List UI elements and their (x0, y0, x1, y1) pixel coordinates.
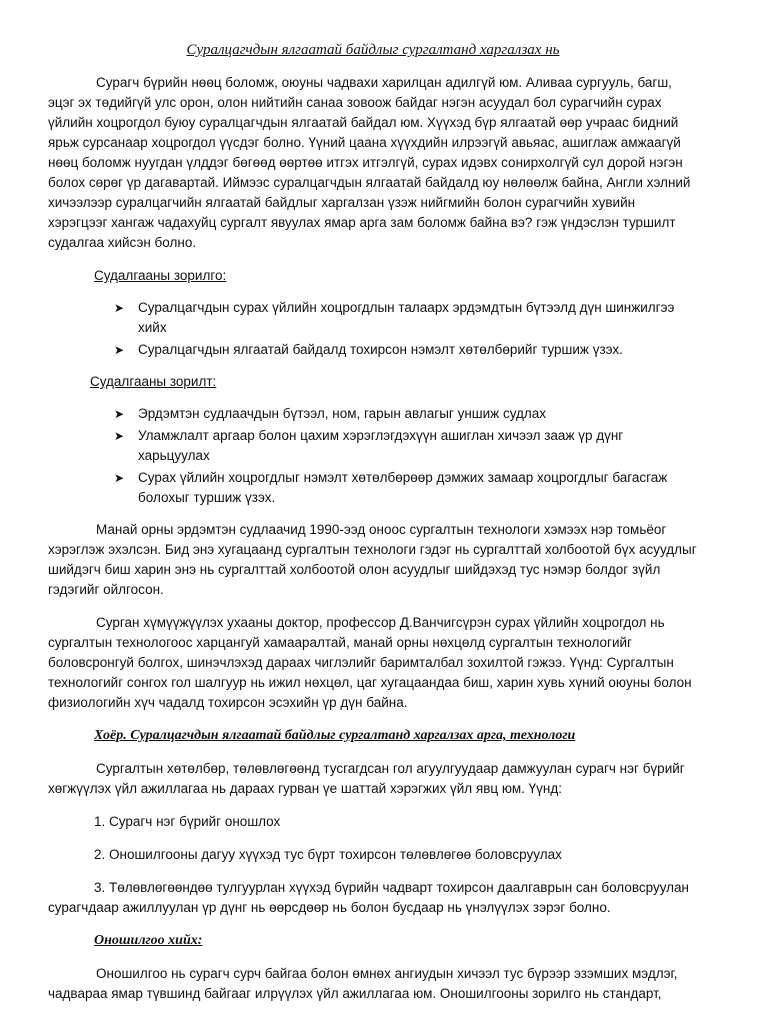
body-paragraph: Оношилгоо нь сурагч сурч байгаа болон өмнөх ангиудын хичээл тус бүрээр эзэмших мэдлэг, чадвараа ямар түвшинд байгааг илрүүлэх үйл ажиллагаа юм. Оношилгооны зорилго нь стандарт, (48, 966, 678, 1001)
task-item-text: Эрдэмтэн судлаачдын бүтээл, ном, гарын авлагыг уншиж судлах (138, 406, 547, 421)
arrow-bullet-icon: ➤ (114, 343, 125, 357)
list-item (114, 298, 698, 338)
list-item (114, 404, 698, 424)
task-item-text: Уламжлалт аргаар болон цахим хэрэглэгдэхүүн ашиглан хичээл зааж үр дүнг харьцуулах (138, 428, 624, 463)
goal-item-text: Суралцагчдын сурах үйлийн хоцрогдлын талаарх эрдэмдтын бүтээлд дүн шинжилгээ хийх (138, 300, 675, 335)
list-item (114, 426, 698, 466)
step-item: 3. Төлөвлөгөөндөө тулгуурлан хүүхэд бүрийн чадварт тохирсон даалгаврын сан боловсруулан сурагчдаар ажиллуулан үр дүнг нь өөрсдөөр нь болон бусдаар нь үнэлүүлэх зэрэг болно. (48, 880, 690, 915)
goal-list (48, 298, 698, 360)
body-paragraph: Сургалтын хөтөлбөр, төлөвлөгөөнд тусгагдсан гол агуулгуудаар дамжуулан сурагч нэг бүрийг хөгжүүлэх үйл ажиллагаа нь дараах гурван үе шаттай хэрэгжих үйл явц юм. Үүнд: (48, 761, 685, 796)
task-list (48, 404, 698, 508)
goal-item-text: Суралцагчдын ялгаатай байдалд тохирсон нэмэлт хөтөлбөрийг туршиж үзэх. (138, 342, 623, 357)
list-item (114, 340, 698, 360)
subheading: Оношилгоо хийх: (94, 933, 203, 948)
task-label: Судалгааны зорилт: (90, 374, 217, 389)
goal-label: Судалгааны зорилго: (94, 268, 227, 283)
task-item-text: Сурах үйлийн хоцрогдлыг нэмэлт хөтөлбөрөөр дэмжих замаар хоцрогдлыг багасгаж болохыг туршиж үзэх. (138, 470, 668, 505)
list-item (114, 468, 698, 508)
body-paragraph: Сурган хүмүүжүүлэх ухааны доктор, профессор Д.Ванчигсүрэн сурах үйлийн хоцрогдол нь сургалтын технологоос харцангуй хамааралтай, манай орны нөхцөлд сургалтын технологийг боловсронгуй болгох, шинэчлэхэд дараах чиглэлийг баримталбал зохилтой гэжээ. Үүнд: Сургалтын технологийг сонгох гол шалгуур нь ижил нөхцөл, цаг хугацаандаа биш, харин хувь хүний оюуны болон физиологийн хүч чадалд тохирсон эсэхийн үр дүн байна. (48, 615, 692, 710)
body-paragraph: Манай орны эрдэмтэн судлаачид 1990-ээд оноос сургалтын технологи хэмээх нэр томьёог хэрэглэж эхэлсэн. Бид энэ хугацаанд сургалтын технологи гэдэг нь сургалттай холбоотой бүх асуудлыг шийдэгч биш харин энэ нь сургалттай холбоотой олон асуудлыг шийдэхэд тус нэмэр болдог зүйл гэдэгийг ойлгосон. (48, 522, 697, 597)
arrow-bullet-icon: ➤ (114, 407, 125, 421)
arrow-bullet-icon: ➤ (114, 471, 125, 485)
document-title: Суралцагчдын ялгаатай байдлыг сургалтанд харгалзах нь (186, 42, 560, 58)
section-heading: Хоёр. Суралцагчдын ялгаатай байдлыг сургалтанд харгалзах арга, технологи (94, 728, 576, 743)
step-item: 2. Оношилгооны дагуу хүүхэд тус бүрт тохирсон төлөвлөгөө боловсруулах (94, 847, 562, 862)
step-item: 1. Сурагч нэг бүрийг оношлох (94, 814, 281, 829)
arrow-bullet-icon: ➤ (114, 429, 125, 443)
intro-paragraph: Сурагч бүрийн нөөц боломж, оюуны чадвахи харилцан адилгүй юм. Аливаа сургууль, багш, эцэг эх төдийгүй улс орон, олон нийтийн санаа зовоож байдаг нэгэн асуудал бол сурагчийн сурах үйлийн хоцрогдол буюу суралцагчдын ялгаатай байдал юм. Хүүхэд бүр ялгаатай өөр учраас бидний ярьж сурсанаар хоцрогдол үүсдэг болно. Үүний цаана хүүхдийн илрээгүй авьяас, ашиглаж амжаагүй нөөц боломж нуугдан үлддэг бөгөөд өөртөө итгэх итгэлгүй, сурах идэвх сонирхолгүй сул дорой нэгэн болох сөрөг үр дагавартай. Иймээс суралцагчдын ялгаатай байдалд юу нөлөөлж байна, Англи хэлний хичээлээр суралцагчийн ялгаатай байдлыг харгалзан үзэж нийгмийн болон сурагчийн хувийн хэрэгцээг хангаж чадахуйц сургалт явуулах ямар арга зам боломж байна вэ? гэж үндэслэн туршилт судалгаа хийсэн болно. (48, 75, 691, 250)
arrow-bullet-icon: ➤ (114, 301, 125, 315)
